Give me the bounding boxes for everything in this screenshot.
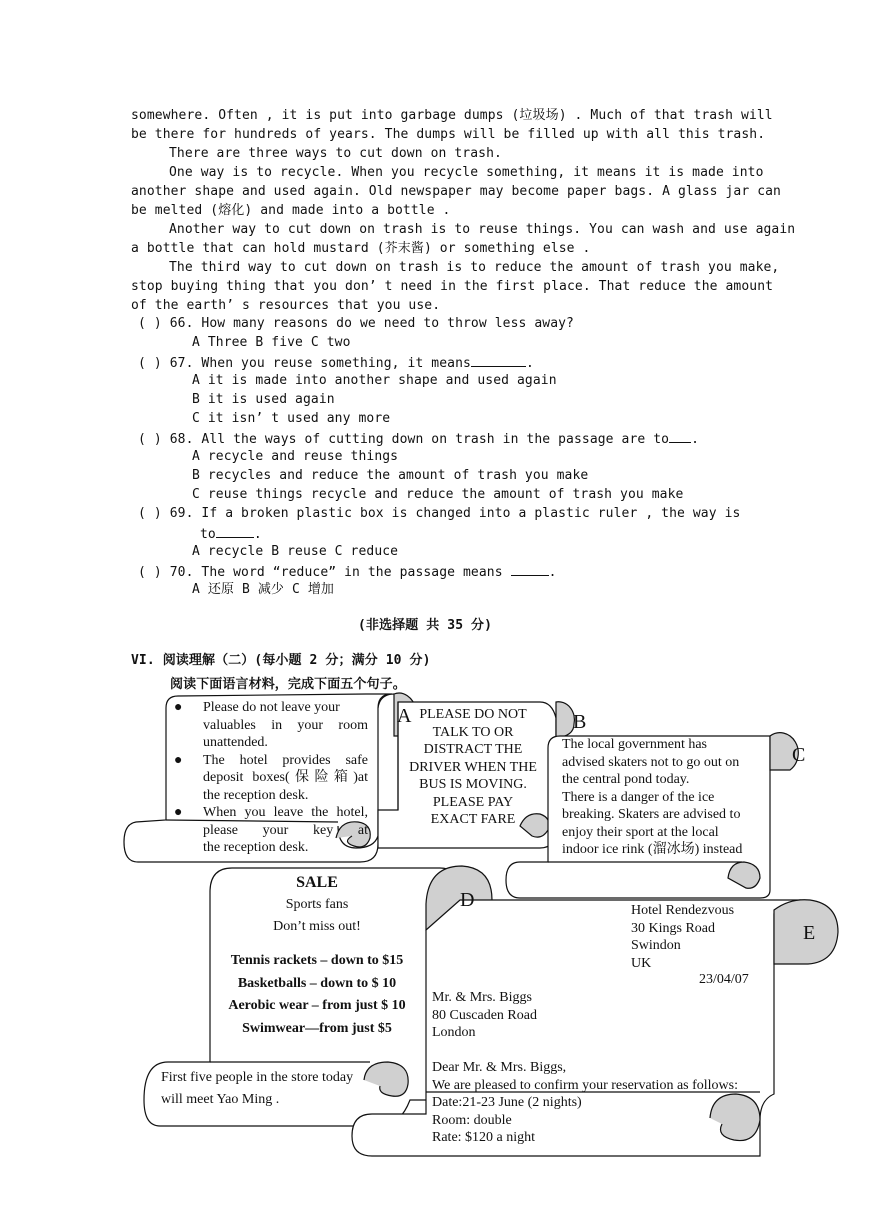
passage-line: a bottle that can hold mustard (芥末酱) or something else . bbox=[131, 241, 591, 256]
notice-b-line: DISTRACT THE bbox=[423, 742, 523, 757]
question-67-option-b: B it is used again bbox=[192, 392, 335, 407]
recipient-address bbox=[432, 989, 537, 1042]
notice-c bbox=[562, 736, 742, 859]
notice-b-line: EXACT FARE bbox=[430, 812, 516, 827]
question-69: ( ) 69. If a broken plastic box is changed into a plastic ruler , the way is to . A recycle B reuse C reduce bbox=[138, 504, 748, 561]
sale-deals bbox=[212, 950, 422, 1040]
notice-b-line: DRIVER WHEN THE bbox=[409, 759, 537, 775]
bullet-icon: ● bbox=[174, 700, 183, 715]
sale-title: SALE bbox=[296, 874, 338, 891]
question-67-stem: 67. When you reuse something, it means bbox=[169, 356, 471, 371]
notice-c-line: the central pond today. bbox=[562, 772, 690, 787]
sale-subtitle: Sports fans bbox=[285, 897, 349, 912]
hotel-address-line: Hotel Rendezvous bbox=[631, 903, 735, 918]
question-69-options: A recycle B reuse C reduce bbox=[192, 544, 399, 559]
question-68-option-c: C reuse things recycle and reduce the amount of trash you make bbox=[192, 487, 684, 502]
question-67-option-c: C it isn’ t used any more bbox=[192, 411, 391, 426]
recipient-line: 80 Cuscaden Road bbox=[432, 1007, 537, 1023]
question-68-option-a: A recycle and reuse things bbox=[192, 449, 399, 464]
bullet-icon: ● bbox=[174, 752, 183, 768]
letter-body-line: Date:21-23 June (2 nights) bbox=[432, 1095, 582, 1110]
question-66-options: A Three B five C two bbox=[192, 335, 351, 350]
notice-d bbox=[212, 872, 422, 1040]
passage-line: stop buying thing that you don’ t need in the first place. That reduce the amount bbox=[131, 279, 774, 294]
question-70: ( ) 70. The word “reduce” in the passage means . A 还原 B 减少 C 增加 bbox=[138, 561, 748, 599]
question-68-stem: 68. All the ways of cutting down on trash in the passage are to bbox=[169, 432, 670, 447]
sale-deal: Tennis rackets – down to $15 bbox=[230, 953, 404, 968]
notice-c-letter: C bbox=[792, 744, 806, 766]
hotel-address-line: 30 Kings Road bbox=[631, 920, 715, 936]
question-70-stem: 70. The word “reduce” in the passage means bbox=[169, 565, 503, 580]
passage-line: be there for hundreds of years. The dumps will be filled up with all this trash. bbox=[131, 127, 766, 142]
passage-line: The third way to cut down on trash is to reduce the amount of trash you make, bbox=[169, 260, 780, 275]
question-66-stem: 66. How many reasons do we need to throw less away? bbox=[169, 316, 574, 331]
section-instruction: 阅读下面语言材料，完成下面五个句子。 bbox=[170, 677, 406, 692]
letter-body-line: We are pleased to confirm your reservation as follows: bbox=[432, 1077, 738, 1093]
bullet-icon: ● bbox=[174, 805, 183, 820]
hotel-address bbox=[631, 902, 734, 972]
letter-body-line: Rate: $120 a night bbox=[432, 1130, 536, 1145]
passage-line: another shape and used again. Old newspaper may become paper bags. A glass jar can bbox=[131, 184, 781, 199]
nonchoice-heading: (非选择题 共 35 分) bbox=[358, 618, 493, 633]
question-69-stem: 69. If a broken plastic box is changed into a plastic ruler , the way is bbox=[169, 506, 741, 521]
recipient-line: Mr. & Mrs. Biggs bbox=[432, 990, 532, 1005]
letter-body-line: Room: double bbox=[432, 1112, 512, 1128]
notice-a-letter: A bbox=[397, 705, 412, 727]
notice-a bbox=[172, 699, 368, 857]
notice-c-line: breaking. Skaters are advised to bbox=[562, 807, 741, 822]
sale-footer: First five people in the store today will meet Yao Ming . bbox=[161, 1070, 354, 1107]
letter-date: 23/04/07 bbox=[699, 972, 749, 987]
letter-body-line: Dear Mr. & Mrs. Biggs, bbox=[432, 1060, 567, 1075]
question-68-option-b: B recycles and reduce the amount of trash you make bbox=[192, 468, 589, 483]
hotel-address-line: UK bbox=[631, 955, 652, 971]
notice-b-letter: B bbox=[573, 711, 587, 733]
notice-b-line: PLEASE DO NOT bbox=[419, 707, 527, 722]
sale-deal: Basketballs – down to $ 10 bbox=[237, 975, 397, 991]
notice-a-item: ● Please do not leave your valuables in your room unattended. bbox=[174, 700, 368, 750]
passage-line: be melted (熔化) and made into a bottle . bbox=[131, 203, 451, 218]
hotel-address-line: Swindon bbox=[631, 938, 681, 953]
sale-deal: Aerobic wear – from just $ 10 bbox=[228, 998, 406, 1013]
notice-c-line: advised skaters not to go out on bbox=[562, 754, 740, 770]
notice-a-item: ● When you leave the hotel, please your key at the reception desk. bbox=[174, 805, 368, 855]
notice-d-letter: D bbox=[460, 889, 475, 911]
letter-body bbox=[432, 1059, 738, 1147]
notice-c-line: The local government has bbox=[562, 737, 708, 752]
passage-line: of the earth’ s resources that you use. bbox=[131, 298, 441, 313]
passage-line: One way is to recycle. When you recycle something, it means it is made into bbox=[169, 165, 764, 180]
question-70-options: A 还原 B 减少 C 增加 bbox=[192, 582, 335, 597]
question-68: ( ) 68. All the ways of cutting down on trash in the passage are to . A recycle and reuse things B recycles and reduce the amount of trash you make C reuse things recycle and reduce the amount of trash you make bbox=[138, 428, 748, 504]
notice-b-line: PLEASE PAY bbox=[432, 794, 514, 810]
question-67: ( ) 67. When you reuse something, it means . A it is made into another shape and used again B it is used again C it isn’ t used any more bbox=[138, 352, 748, 428]
passage-line: Another way to cut down on trash is to reuse things. You can wash and use again bbox=[169, 222, 796, 237]
notice-c-line: There is a danger of the ice bbox=[562, 789, 715, 805]
notice-a-item: ● The hotel provides safe deposit boxes(保险箱)at the reception desk. bbox=[174, 752, 368, 803]
passage-line: There are three ways to cut down on trash. bbox=[169, 146, 502, 161]
section-title: VI. 阅读理解（二）(每小题 2 分；满分 10 分) bbox=[131, 653, 431, 668]
recipient-line: London bbox=[432, 1025, 476, 1040]
notice-c-line: enjoy their sport at the local bbox=[562, 824, 719, 840]
question-67-option-a: A it is made into another shape and used again bbox=[192, 373, 557, 388]
passage-line: somewhere. Often , it is put into garbage dumps (垃圾场) . Much of that trash will bbox=[131, 108, 773, 123]
notice-e-letter: E bbox=[803, 922, 816, 944]
sale-tagline: Don’t miss out! bbox=[273, 919, 361, 934]
notice-c-line: indoor ice rink (溜冰场) instead bbox=[562, 842, 743, 857]
notice-b-line: BUS IS MOVING. bbox=[419, 777, 527, 792]
notice-b bbox=[400, 706, 546, 829]
notice-b-line: TALK TO OR bbox=[432, 724, 514, 740]
question-66: ( ) 66. How many reasons do we need to throw less away? A Three B five C two bbox=[138, 314, 748, 352]
sale-deal: Swimwear—from just $5 bbox=[242, 1020, 392, 1036]
